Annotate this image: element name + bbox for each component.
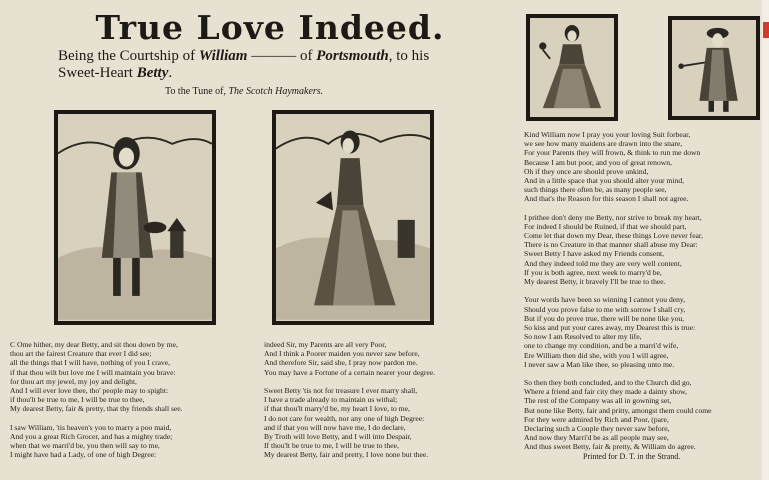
- verse-line: I have a trade already to maintain us withal;: [264, 395, 398, 405]
- verse-line: Sweet Betty I have asked my Friends consent,: [524, 249, 665, 259]
- verse-line: if thou'lt be true to me, I will be true to thee,: [10, 395, 145, 405]
- verse-line: and if that you will now have me, I do declare,: [264, 422, 406, 432]
- verse-line: But none like Betty, fair and pritty, amongst them could come: [524, 405, 712, 415]
- verse-line: And in a little space that you should alter your mind,: [524, 175, 685, 185]
- verse-line: Your words have been so winning I cannot you deny,: [524, 295, 686, 305]
- verse-line: But if you do prove true, there will be none like you,: [524, 313, 685, 323]
- verse-line: when that we marri'd be, you then will say to me,: [10, 441, 160, 451]
- verse-line: My dearest Betty, fair & pretty, that thy friends shall see.: [10, 404, 183, 414]
- subtitle-text: , to his: [388, 48, 430, 64]
- verse-line: if that thou wilt but love me I will maintain you brave:: [10, 367, 176, 377]
- verse-column-2: [264, 340, 514, 459]
- verse-line: I prithee don't deny me Betty, nor strive to break my heart,: [524, 212, 702, 222]
- verse-line: [524, 369, 760, 378]
- verse-line: Sweet Betty 'tis not for treasure I ever marry shall,: [264, 385, 418, 395]
- verse-line: The rest of the Company was all in gowning set,: [524, 396, 672, 406]
- verse-line: we see how many maidens are drawn into the snare,: [524, 139, 683, 149]
- gentleman-figure-icon: [58, 114, 212, 321]
- verse-line: By Troth will love Betty, and I will into Despair,: [264, 431, 412, 441]
- verse-line: I do not care for wealth, nor any one of high Degree:: [264, 413, 425, 423]
- verse-line: such things there often be, as many people see,: [524, 185, 667, 195]
- verse-line: If you is both agree, next week to marry'd be,: [524, 267, 662, 277]
- verse-line: So then they both concluded, and to the Church did go,: [524, 378, 692, 388]
- verse-line: Declaring such a Couple they never saw before,: [524, 424, 670, 433]
- verse-line: And you a great Rich Grocer, and has a mighty trade;: [10, 431, 173, 441]
- subtitle-text: ——— of: [247, 48, 317, 64]
- subtitle-place: Portsmouth: [316, 48, 389, 64]
- verse-line: thou art the fairest Creature that ever I did see;: [10, 349, 152, 359]
- verse-line: And now they Marri'd be as all people may see,: [524, 433, 669, 443]
- verse-line: [524, 286, 760, 295]
- verse-line: There is no Creature in that manner shall abuse my Dear:: [524, 240, 698, 250]
- broadside-subtitle: [58, 48, 478, 82]
- verse-line: I saw William, 'tis heaven's you to marry a poo maid,: [10, 422, 172, 432]
- woodcut-gentleman: [54, 110, 216, 325]
- woodcut-lady-fan: [272, 110, 434, 325]
- verse-column-3: [524, 130, 760, 452]
- subtitle-name-betty: Betty: [136, 65, 169, 81]
- verse-line: And they indeed told me they are very well content,: [524, 258, 682, 268]
- verse-line: Kind William now I pray you your loving Suit forbear,: [524, 130, 691, 139]
- verse-line: And thus sweet Betty, fair & pretty, & William do agree.: [524, 442, 696, 452]
- verse-line: all the things that I will have, nothing of you I crave,: [10, 358, 171, 368]
- verse-line: If thou'lt be true to me, I will be true to thee,: [264, 441, 399, 451]
- verse-line: And I will ever love thee, tho' people may to spight:: [10, 385, 169, 395]
- verse-line: [10, 414, 255, 423]
- verse-line: Oh if they once are should prove unkind,: [524, 166, 649, 176]
- verse-line: My dearest Betty, it bravely I'll be true to thee.: [524, 277, 666, 286]
- subtitle-text: Being the Courtship of: [58, 48, 199, 64]
- broadside-title: True Love Indeed.: [95, 8, 445, 47]
- printer-imprint: Printed for D. T. in the Strand.: [583, 452, 681, 461]
- verse-line: [264, 377, 514, 386]
- verse-line: if that thou'lt marry'd be, my heart I love, to me,: [264, 404, 410, 414]
- verse-line: [524, 204, 760, 213]
- verse-line: So now I am Resolved to alter my life,: [524, 332, 642, 342]
- verse-line: Where a friend and fair city they made a dainty show,: [524, 387, 687, 397]
- verse-line: Should you prove false to me with sorrow I shall cry,: [524, 304, 686, 314]
- gentleman-coat-icon: [672, 20, 756, 116]
- verse-line: And that's the Reason for this season I shall not agree.: [524, 194, 689, 204]
- lady-figure-icon: [276, 114, 430, 321]
- verse-line: And I think a Poorer maiden you never saw before,: [264, 349, 420, 359]
- verse-line: So kiss and put your cares away, my Dearest this is true:: [524, 322, 696, 332]
- subtitle-text: .: [168, 65, 173, 81]
- verse-line: You may have a Fortune of a certain nearer your degree.: [264, 367, 436, 377]
- verse-line: I might have had a Lady, of one of high Degree:: [10, 450, 157, 460]
- tune-name: The Scotch Haymakers.: [228, 86, 324, 97]
- tune-line: [165, 86, 323, 97]
- verse-line: indeed Sir, my Parents are all very Poor,: [264, 340, 387, 349]
- subtitle-name-william: William: [198, 48, 248, 64]
- verse-line: for thou art my jewel, my joy and delight,: [10, 376, 137, 386]
- woodcut-lady-flower: [526, 14, 618, 121]
- verse-line: My dearest Betty, fair and pretty, I love none but thee.: [264, 450, 429, 460]
- lady-flower-icon: [530, 18, 614, 117]
- subtitle-text: Sweet-Heart: [58, 65, 137, 81]
- verse-line: I never saw a Man like thee, so pleasing unto me.: [524, 359, 675, 369]
- tune-prefix: To the Tune of,: [165, 86, 229, 97]
- woodcut-gentleman-coat: [668, 16, 760, 120]
- verse-line: Come let that down my Dear, these things Love never fear,: [524, 231, 704, 241]
- verse-line: Because I am but poor, and you of great renown,: [524, 157, 672, 167]
- verse-line: C Ome hither, my dear Betty, and sit thou down by me,: [10, 340, 178, 349]
- scan-edge: [762, 0, 769, 480]
- bookmark-tab: [763, 22, 769, 38]
- verse-line: For they were admired by Rich and Poor, (pare,: [524, 414, 669, 424]
- verse-line: And therefore Sir, said she, I pray now pardon me.: [264, 358, 418, 368]
- verse-line: Ere William then did she, with you I will agree,: [524, 350, 669, 360]
- verse-line: For your Parents they will frown, & think to run me down: [524, 148, 701, 158]
- verse-line: For indeed I should be Ruined, if that we should part,: [524, 221, 687, 231]
- verse-line: one to change my condition, and be a marri'd wife,: [524, 341, 679, 351]
- verse-column-1: [10, 340, 255, 459]
